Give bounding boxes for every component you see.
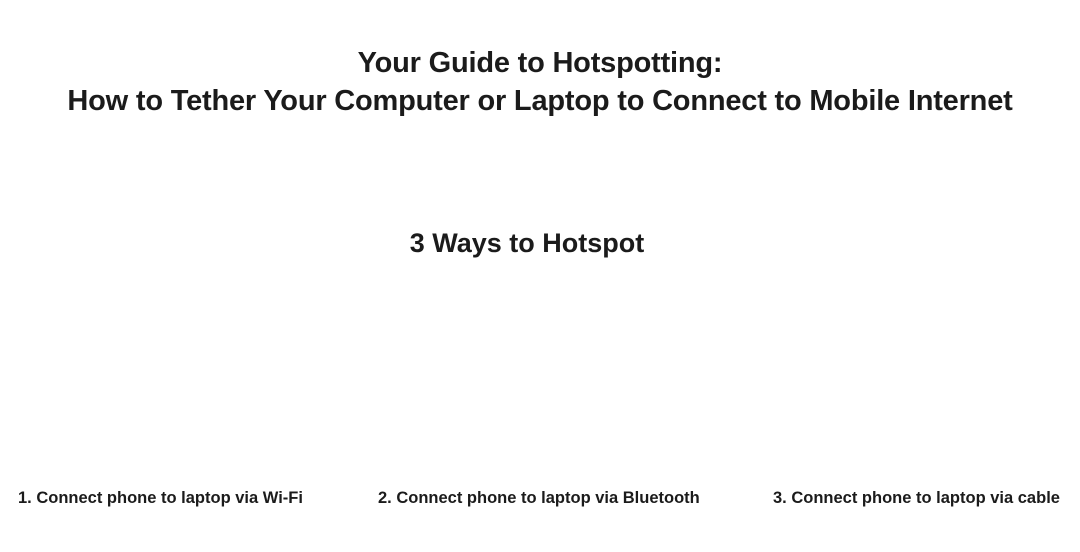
caption-row — [0, 487, 1080, 517]
caption-item-3: 3. Connect phone to laptop via cable — [773, 489, 1060, 507]
title-line-1: Your Guide to Hotspotting: — [357, 47, 723, 79]
title-line-2: How to Tether Your Computer or Laptop to Connect to Mobile Internet — [67, 85, 1013, 117]
section-heading: 3 Ways to Hotspot — [409, 228, 645, 258]
page-title — [0, 44, 1080, 120]
caption-item-1: 1. Connect phone to laptop via Wi-Fi — [18, 489, 303, 507]
caption-item-2: 2. Connect phone to laptop via Bluetooth — [378, 489, 700, 507]
